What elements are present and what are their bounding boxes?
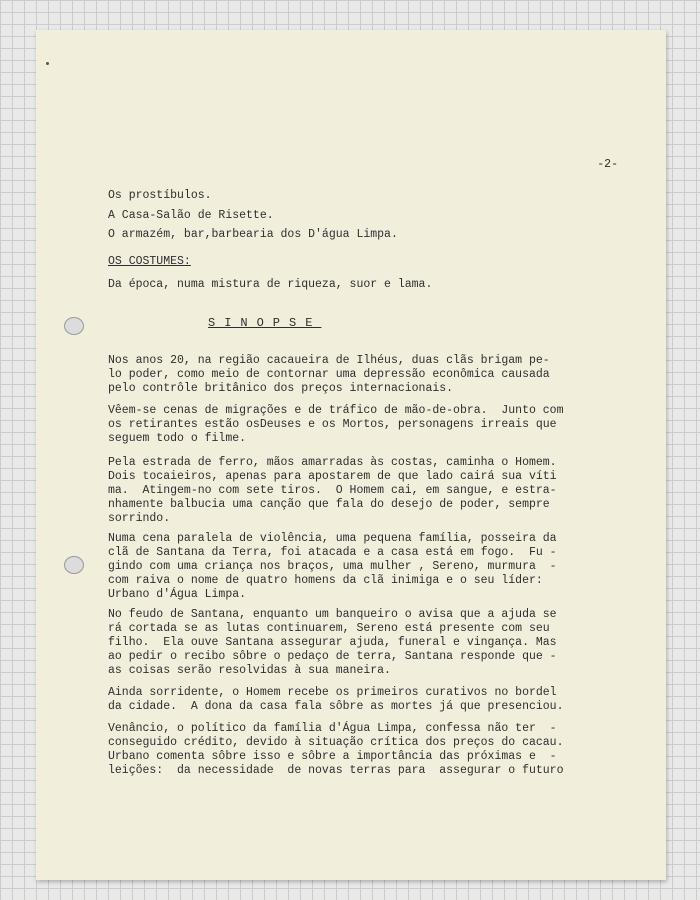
paragraph-line: Dois tocaieiros, apenas para apostarem de que lado cairá sua víti <box>108 470 557 483</box>
paragraph-line: Nos anos 20, na região cacaueira de Ilhéus, duas clãs brigam pe- <box>108 354 550 367</box>
ink-speck <box>46 62 49 65</box>
paragraph-line: pelo contrôle britânico dos preços internacionais. <box>108 382 454 395</box>
paragraph-line: clã de Santana da Terra, foi atacada e a casa está em fogo. Fu - <box>108 546 557 559</box>
paragraph-line: conseguido crédito, devido à situação crítica dos preços do cacau. <box>108 736 564 749</box>
paragraph-line: rá cortada se as lutas continuarem, Sereno está presente com seu <box>108 622 550 635</box>
paragraph-line: Numa cena paralela de violência, uma pequena família, posseira da <box>108 532 557 545</box>
paragraph-line: No feudo de Santana, enquanto um banqueiro o avisa que a ajuda se <box>108 608 557 621</box>
paragraph-line: Urbano d'Água Limpa. <box>108 588 247 601</box>
paragraph-line: sorrindo. <box>108 512 171 525</box>
paragraph-line: as coisas serão resolvidas à sua maneira. <box>108 664 391 677</box>
paragraph-line: Ainda sorridente, o Homem recebe os primeiros curativos no bordel <box>108 686 557 699</box>
paragraph-line: gindo com uma criança nos braços, uma mulher , Sereno, murmura - <box>108 560 557 573</box>
paragraph-line: da cidade. A dona da casa fala sôbre as mortes já que presenciou. <box>108 700 564 713</box>
paragraph-line: leições: da necessidade de novas terras para assegurar o futuro <box>108 764 564 777</box>
costumes-text: Da época, numa mistura de riqueza, suor e lama. <box>108 278 433 291</box>
paragraph-line: Urbano comenta sôbre isso e sôbre a importância das próximas e - <box>108 750 557 763</box>
paragraph-line: ma. Atingem-no com sete tiros. O Homem cai, em sangue, e estra- <box>108 484 557 497</box>
paragraph-line: os retirantes estão osDeuses e os Mortos, personagens irreais que <box>108 418 557 431</box>
binder-hole-top <box>64 317 84 335</box>
paragraph-line: Vêem-se cenas de migrações e de tráfico de mão-de-obra. Junto com <box>108 404 564 417</box>
page-number: -2- <box>597 158 618 171</box>
paragraph-line: ao pedir o recibo sôbre o pedaço de terra, Santana responde que - <box>108 650 557 663</box>
paragraph-line: filho. Ela ouve Santana assegurar ajuda, funeral e vingança. Mas <box>108 636 557 649</box>
costumes-heading: OS COSTUMES: <box>108 255 191 268</box>
paragraph-line: Venâncio, o político da família d'Água Limpa, confessa não ter - <box>108 722 557 735</box>
binder-hole-bottom <box>64 556 84 574</box>
paragraph-line: nhamente balbucia uma canção que fala do desejo de poder, sempre <box>108 498 550 511</box>
paragraph-line: Pela estrada de ferro, mãos amarradas às costas, caminha o Homem. <box>108 456 557 469</box>
paragraph-line: seguem todo o filme. <box>108 432 247 445</box>
paragraph-line: lo poder, como meio de contornar uma depressão econômica causada <box>108 368 550 381</box>
paragraph-line: com raiva o nome de quatro homens da clã inimiga e o seu líder: <box>108 574 543 587</box>
location-line: Os prostíbulos. <box>108 189 212 202</box>
sinopse-title: SINOPSE <box>208 316 322 330</box>
location-line: O armazém, bar,barbearia dos D'água Limpa. <box>108 228 398 241</box>
location-line: A Casa-Salão de Risette. <box>108 209 274 222</box>
document-page <box>36 30 666 880</box>
